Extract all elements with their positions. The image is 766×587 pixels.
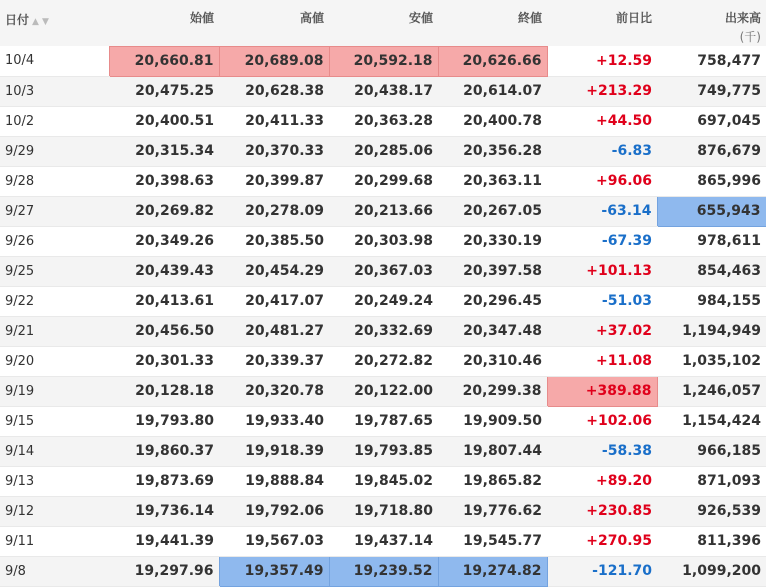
date-cell: 9/15 — [0, 406, 109, 436]
low-cell: 20,592.18 — [329, 46, 438, 76]
volume-cell: 966,185 — [657, 436, 766, 466]
change-cell: +101.13 — [547, 256, 657, 286]
volume-cell: 926,539 — [657, 496, 766, 526]
change-cell: +89.20 — [547, 466, 657, 496]
volume-cell: 978,611 — [657, 226, 766, 256]
change-cell: +389.88 — [547, 376, 657, 406]
low-cell: 20,213.66 — [329, 196, 438, 226]
open-cell: 20,349.26 — [109, 226, 219, 256]
open-cell: 20,413.61 — [109, 286, 219, 316]
open-cell: 20,128.18 — [109, 376, 219, 406]
date-cell: 9/28 — [0, 166, 109, 196]
header-low: 安値 — [408, 11, 433, 25]
change-cell: -58.38 — [547, 436, 657, 466]
close-cell: 19,865.82 — [438, 466, 547, 496]
close-cell: 20,614.07 — [438, 76, 547, 106]
high-cell: 19,567.03 — [219, 526, 329, 556]
close-cell: 20,356.28 — [438, 136, 547, 166]
low-cell: 20,332.69 — [329, 316, 438, 346]
close-cell: 20,363.11 — [438, 166, 547, 196]
open-cell: 19,873.69 — [109, 466, 219, 496]
header-volume-label: 出来高 — [724, 11, 761, 25]
header-high: 高値 — [299, 11, 324, 25]
table-row — [0, 316, 766, 346]
change-cell: +44.50 — [547, 106, 657, 136]
low-cell: 19,787.65 — [329, 406, 438, 436]
change-cell: -121.70 — [547, 556, 657, 586]
date-cell: 9/25 — [0, 256, 109, 286]
table-body — [0, 46, 766, 586]
open-cell: 19,297.96 — [109, 556, 219, 586]
open-cell: 20,315.34 — [109, 136, 219, 166]
low-cell: 20,363.28 — [329, 106, 438, 136]
open-cell: 20,398.63 — [109, 166, 219, 196]
sort-descending-icon[interactable]: ▼ — [41, 17, 49, 27]
volume-cell: 871,093 — [657, 466, 766, 496]
table-row — [0, 376, 766, 406]
change-cell: +270.95 — [547, 526, 657, 556]
close-cell: 19,807.44 — [438, 436, 547, 466]
close-cell: 20,397.58 — [438, 256, 547, 286]
date-cell: 9/8 — [0, 556, 109, 586]
open-cell: 20,400.51 — [109, 106, 219, 136]
open-cell: 20,439.43 — [109, 256, 219, 286]
open-cell: 20,660.81 — [109, 46, 219, 76]
change-cell: +96.06 — [547, 166, 657, 196]
low-cell: 20,249.24 — [329, 286, 438, 316]
volume-cell: 697,045 — [657, 106, 766, 136]
low-cell: 20,299.68 — [329, 166, 438, 196]
table-row — [0, 526, 766, 556]
table-row — [0, 466, 766, 496]
high-cell: 19,933.40 — [219, 406, 329, 436]
table-row — [0, 256, 766, 286]
close-cell: 20,310.46 — [438, 346, 547, 376]
change-cell: +12.59 — [547, 46, 657, 76]
high-cell: 19,918.39 — [219, 436, 329, 466]
low-cell: 19,793.85 — [329, 436, 438, 466]
volume-cell: 811,396 — [657, 526, 766, 556]
header-volume-unit: (千) — [739, 30, 761, 44]
low-cell: 19,437.14 — [329, 526, 438, 556]
low-cell: 20,122.00 — [329, 376, 438, 406]
volume-cell: 758,477 — [657, 46, 766, 76]
close-cell: 20,299.38 — [438, 376, 547, 406]
table-row — [0, 436, 766, 466]
header-volume — [657, 0, 766, 46]
date-cell: 9/20 — [0, 346, 109, 376]
date-cell: 9/11 — [0, 526, 109, 556]
header-row — [0, 0, 766, 46]
open-cell: 19,441.39 — [109, 526, 219, 556]
high-cell: 20,481.27 — [219, 316, 329, 346]
change-cell: -63.14 — [547, 196, 657, 226]
volume-cell: 984,155 — [657, 286, 766, 316]
header-change: 前日比 — [615, 11, 652, 25]
date-cell: 9/29 — [0, 136, 109, 166]
open-cell: 20,269.82 — [109, 196, 219, 226]
volume-cell: 1,035,102 — [657, 346, 766, 376]
table-row — [0, 406, 766, 436]
low-cell: 20,303.98 — [329, 226, 438, 256]
close-cell: 20,347.48 — [438, 316, 547, 346]
table-row — [0, 76, 766, 106]
date-cell: 9/21 — [0, 316, 109, 346]
table-row — [0, 286, 766, 316]
volume-cell: 1,246,057 — [657, 376, 766, 406]
table-row — [0, 346, 766, 376]
close-cell: 19,545.77 — [438, 526, 547, 556]
high-cell: 19,888.84 — [219, 466, 329, 496]
close-cell: 20,267.05 — [438, 196, 547, 226]
open-cell: 19,736.14 — [109, 496, 219, 526]
open-cell: 20,301.33 — [109, 346, 219, 376]
open-cell: 19,793.80 — [109, 406, 219, 436]
date-cell: 9/12 — [0, 496, 109, 526]
high-cell: 20,399.87 — [219, 166, 329, 196]
date-cell: 9/19 — [0, 376, 109, 406]
change-cell: +102.06 — [547, 406, 657, 436]
volume-cell: 865,996 — [657, 166, 766, 196]
low-cell: 20,272.82 — [329, 346, 438, 376]
header-date[interactable] — [0, 0, 109, 46]
table-row — [0, 166, 766, 196]
open-cell: 20,456.50 — [109, 316, 219, 346]
volume-cell: 876,679 — [657, 136, 766, 166]
date-cell: 9/13 — [0, 466, 109, 496]
low-cell: 20,367.03 — [329, 256, 438, 286]
open-cell: 19,860.37 — [109, 436, 219, 466]
volume-cell: 1,194,949 — [657, 316, 766, 346]
high-cell: 20,385.50 — [219, 226, 329, 256]
volume-cell: 1,154,424 — [657, 406, 766, 436]
low-cell: 19,845.02 — [329, 466, 438, 496]
volume-cell: 1,099,200 — [657, 556, 766, 586]
high-cell: 20,689.08 — [219, 46, 329, 76]
high-cell: 20,417.07 — [219, 286, 329, 316]
low-cell: 19,718.80 — [329, 496, 438, 526]
date-cell: 9/26 — [0, 226, 109, 256]
high-cell: 20,278.09 — [219, 196, 329, 226]
table-row — [0, 196, 766, 226]
table-row — [0, 46, 766, 76]
close-cell: 20,626.66 — [438, 46, 547, 76]
date-cell: 9/27 — [0, 196, 109, 226]
volume-cell: 655,943 — [657, 196, 766, 226]
date-cell: 9/22 — [0, 286, 109, 316]
low-cell: 20,438.17 — [329, 76, 438, 106]
header-date-label: 日付 — [5, 13, 30, 27]
change-cell: +213.29 — [547, 76, 657, 106]
low-cell: 19,239.52 — [329, 556, 438, 586]
change-cell: +37.02 — [547, 316, 657, 346]
high-cell: 20,411.33 — [219, 106, 329, 136]
high-cell: 20,339.37 — [219, 346, 329, 376]
date-cell: 10/4 — [0, 46, 109, 76]
table-row — [0, 496, 766, 526]
close-cell: 20,330.19 — [438, 226, 547, 256]
high-cell: 20,454.29 — [219, 256, 329, 286]
high-cell: 20,370.33 — [219, 136, 329, 166]
high-cell: 20,320.78 — [219, 376, 329, 406]
change-cell: +230.85 — [547, 496, 657, 526]
change-cell: +11.08 — [547, 346, 657, 376]
table-row — [0, 226, 766, 256]
high-cell: 19,792.06 — [219, 496, 329, 526]
close-cell: 20,296.45 — [438, 286, 547, 316]
change-cell: -6.83 — [547, 136, 657, 166]
open-cell: 20,475.25 — [109, 76, 219, 106]
date-cell: 10/3 — [0, 76, 109, 106]
close-cell: 19,776.62 — [438, 496, 547, 526]
close-cell: 19,274.82 — [438, 556, 547, 586]
low-cell: 20,285.06 — [329, 136, 438, 166]
sort-ascending-icon[interactable]: ▲ — [32, 17, 39, 27]
date-cell: 10/2 — [0, 106, 109, 136]
high-cell: 19,357.49 — [219, 556, 329, 586]
table-row — [0, 106, 766, 136]
volume-cell: 854,463 — [657, 256, 766, 286]
header-open: 始値 — [189, 11, 214, 25]
close-cell: 19,909.50 — [438, 406, 547, 436]
high-cell: 20,628.38 — [219, 76, 329, 106]
volume-cell: 749,775 — [657, 76, 766, 106]
change-cell: -51.03 — [547, 286, 657, 316]
date-cell: 9/14 — [0, 436, 109, 466]
change-cell: -67.39 — [547, 226, 657, 256]
table-header — [0, 0, 766, 46]
table-row — [0, 136, 766, 166]
header-close: 終値 — [517, 11, 542, 25]
close-cell: 20,400.78 — [438, 106, 547, 136]
